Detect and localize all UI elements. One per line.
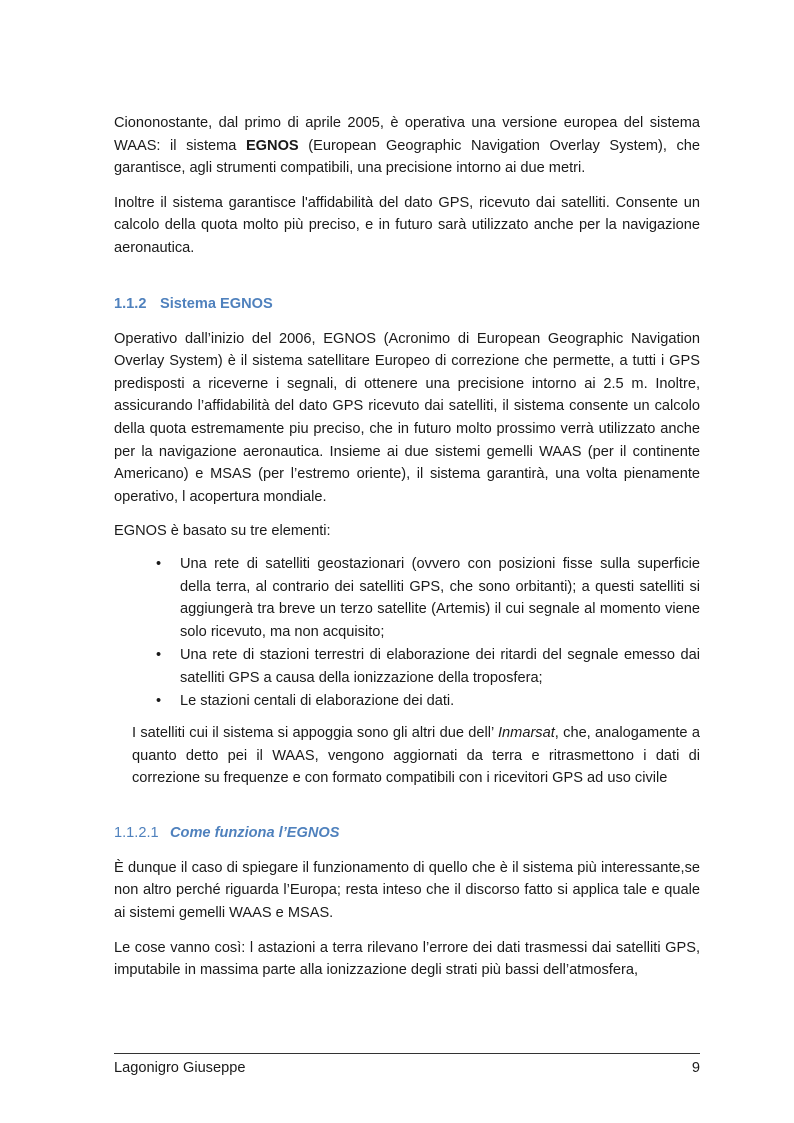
bullet-icon: • bbox=[156, 693, 162, 710]
subsection-number: 1.1.2.1 bbox=[114, 824, 159, 841]
elements-list bbox=[114, 553, 700, 713]
bullet-icon: • bbox=[156, 555, 162, 572]
page-footer bbox=[114, 1053, 700, 1078]
paragraph-inmarsat: I satelliti cui il sistema si appoggia sono gli altri due dell’ Inmarsat, che, analogamente a quanto detto pei il WAAS, vengono aggiornati da terra e ritrasmettono i dati di correzione su frequenze e con formato compatibili con i ricevitori GPS ad uso civile bbox=[132, 725, 700, 787]
section-title: Sistema EGNOS bbox=[160, 295, 273, 312]
subsection-title: Come funziona l’EGNOS bbox=[170, 824, 340, 841]
inmarsat-italic: Inmarsat bbox=[498, 725, 555, 742]
section-heading bbox=[114, 294, 700, 314]
list-item: • Una rete di satelliti geostazionari (ovvero con posizioni fisse sulla superficie della terra, al contrario dei satelliti GPS, che sono orbitanti); a questi satelliti si aggiungerà tra breve un terzo satellite (Artemis) il cui segnale al momento viene solo ricevuto, ma non acquisito; bbox=[114, 553, 700, 643]
list-item: • Le stazioni centali di elaborazione dei dati. bbox=[114, 690, 700, 713]
list-item: • Una rete di stazioni terrestri di elaborazione dei ritardi del segnale emesso dai satelliti GPS a causa della ionizzazione della troposfera; bbox=[114, 644, 700, 689]
footer-page-number: 9 bbox=[691, 1060, 700, 1076]
paragraph-functioning: È dunque il caso di spiegare il funzionamento di quello che è il sistema più interessante,se non altro perché riguarda l’Europa; resta inteso che il discorso fatto si applica tale e quale ai sistemi gemelli WAAS e MSAS. bbox=[114, 859, 700, 922]
paragraph-egnos-intro: Ciononostante, dal primo di aprile 2005, è operativa una versione europea del sistema WAAS: il sistema EGNOS (European Geographic Navigation Overlay System), che garantisce, agli strumenti compatibili, una precisione intorno ai due metri. bbox=[114, 115, 700, 177]
bullet-icon: • bbox=[156, 647, 162, 664]
paragraph-elements-intro: EGNOS è basato su tre elementi: bbox=[114, 523, 331, 540]
footer-author: Lagonigro Giuseppe bbox=[114, 1060, 246, 1076]
paragraph-egnos-description: Operativo dall’inizio del 2006, EGNOS (Acronimo di European Geographic Navigation Overlay System) è il sistema satellitare Europeo di correzione che permette, a tutti i GPS predisposti a riceverne i segnali, di ottenere una precisione intorno ai 2.5 m. Inoltre, assicurando l’affidabilità del dato GPS ricevuto dai satelliti, il sistema consente un calcolo della quota estremamente piu preciso, che in futuro molto prossimo verrà utilizzato anche per la navigazione aeronautica. Insieme ai due sistemi gemelli WAAS (per il continente Americano) e MSAS (per l’estremo oriente), il sistema garantirà, una volta pienamente operativo, l acopertura mondiale. bbox=[114, 330, 700, 505]
page-body bbox=[114, 112, 700, 982]
section-number: 1.1.2 bbox=[114, 295, 147, 312]
subsection-heading bbox=[114, 823, 700, 843]
paragraph-ground-stations: Le cose vanno così: l astazioni a terra rilevano l’errore dei dati trasmessi dai satelliti GPS, imputabile in massima parte alla ionizzazione degli strati più bassi dell’atmosfera, bbox=[114, 939, 700, 979]
egnos-bold: EGNOS bbox=[245, 137, 299, 154]
paragraph-reliability: Inoltre il sistema garantisce l'affidabilità del dato GPS, ricevuto dai satelliti. Consente un calcolo della quota molto più preciso, e in futuro sarà utilizzato anche per la navigazione aeronautica. bbox=[114, 194, 700, 256]
